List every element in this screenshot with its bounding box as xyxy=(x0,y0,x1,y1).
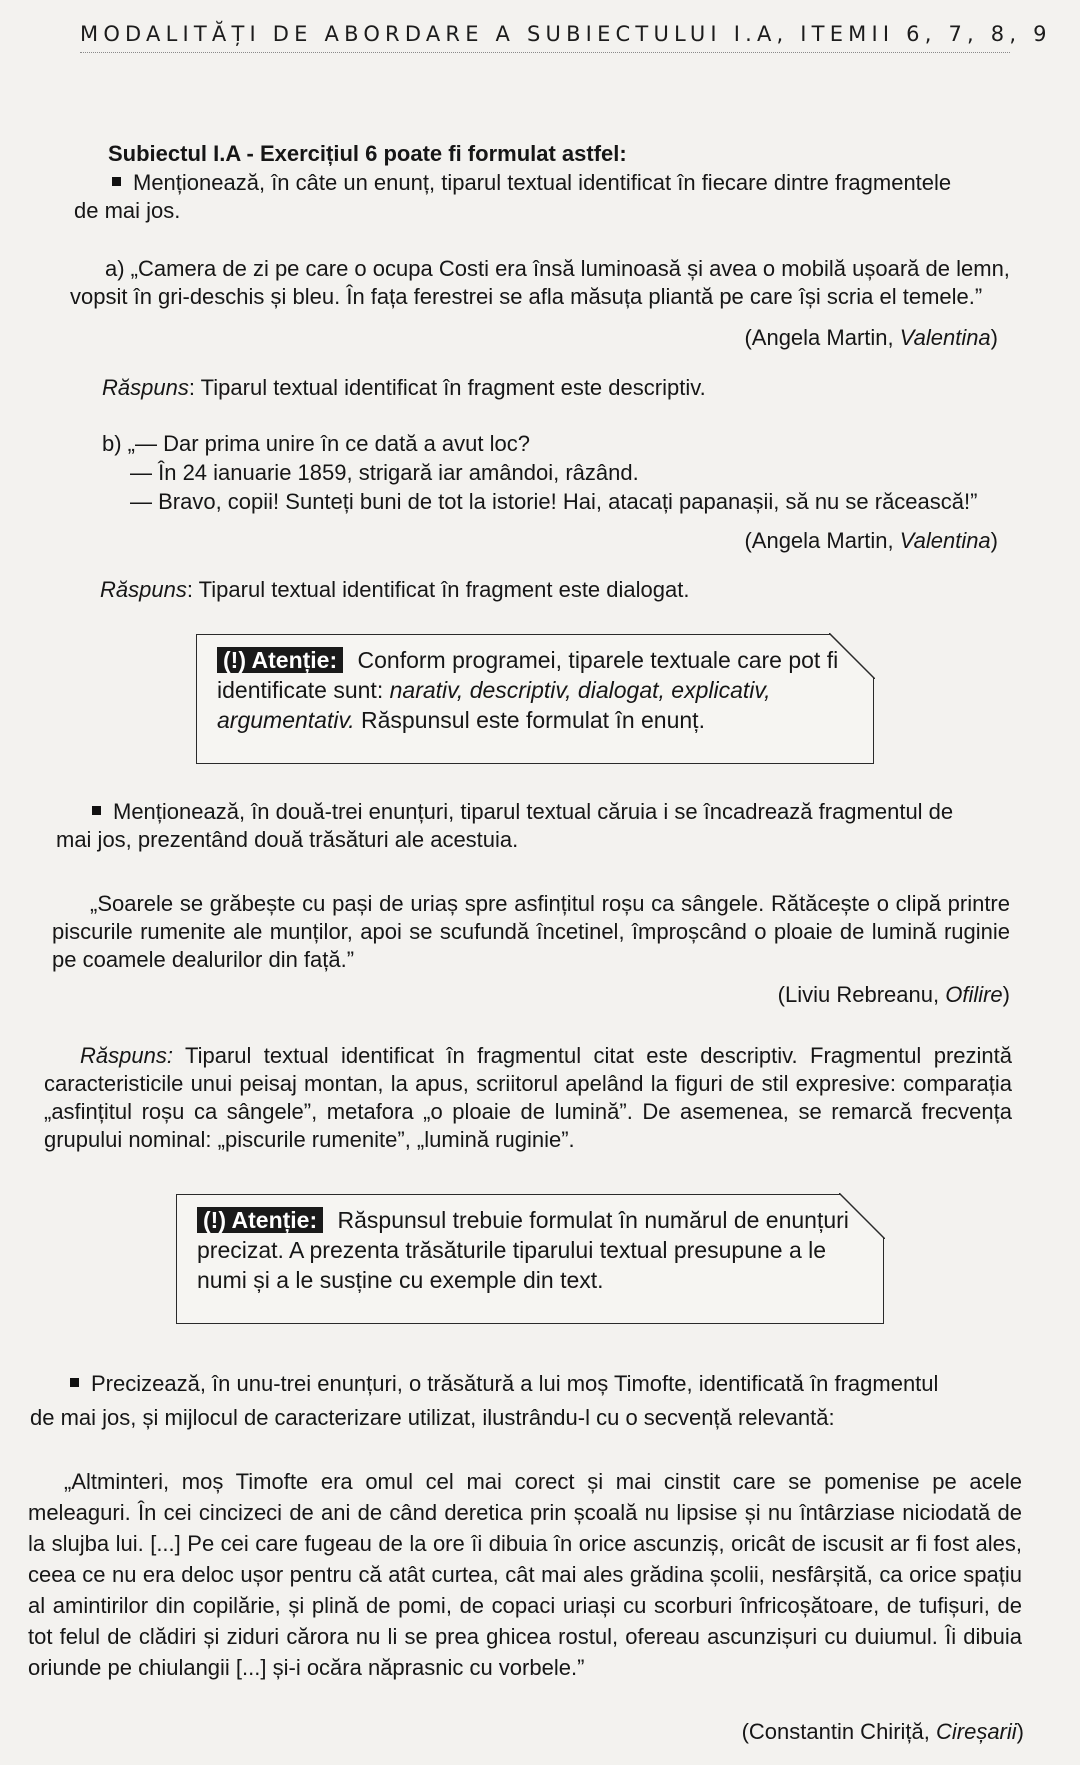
section-heading: Subiectul I.A - Exercițiul 6 poate fi formulat astfel: xyxy=(108,141,627,166)
answer-paragraph: Răspuns: Tiparul textual identificat în fragmentul citat este descriptiv. Fragmentul prezintă caracteristicile unui peisaj montan, la apus, scriitorul apelând la figuri de stil expresive: comparația „asfințitul roșu ca sângele”, metafora „o ploaie de lumină”. De asemenea, se remarcă frecvența grupului nominal: „piscurile rumenite”, „lumină ruginie”. xyxy=(44,1043,1012,1152)
folded-corner-icon xyxy=(829,633,875,679)
task-text-cont: de mai jos. xyxy=(74,198,181,223)
attention-note: (!) Atenție: Răspunsul trebuie formulat în numărul de enunțuri precizat. A prezenta trăsăturile tiparului textual presupune a le numi și a le susține cu exemple din text. xyxy=(176,1194,884,1324)
fragment-source: (Constantin Chiriță, Cireșarii) xyxy=(741,1719,1024,1744)
task-item-3: Precizează, în unu-trei enunțuri, o trăsătură a lui moș Timofte, identificată în fragmentul xyxy=(70,1370,938,1398)
running-header: MODALITĂȚI DE ABORDARE A SUBIECTULUI I.A, ITEMII 6, 7, 8, 9 xyxy=(80,22,1010,53)
folded-corner-icon xyxy=(839,1193,885,1239)
bullet-icon xyxy=(92,806,101,815)
task-item-2: Menționează, în două-trei enunțuri, tiparul textual căruia i se încadrează fragmentul de xyxy=(92,798,953,826)
fragment-a-answer: Răspuns: Tiparul textual identificat în fragment este descriptiv. xyxy=(102,375,706,400)
fragment-quote: „Soarele se grăbește cu pași de uriaș spre asfințitul roșu ca sângele. Rătăcește o clipă printre piscurile rumenite ale munților, apoi se scufundă încetinel, împroșcând o ploaie de lumină ruginie pe coamele dealurilor din față.” xyxy=(52,891,1010,972)
fragment-b-line: b) „— Dar prima unire în ce dată a avut loc? xyxy=(102,431,530,456)
fragment-b-answer: Răspuns: Tiparul textual identificat în fragment este dialogat. xyxy=(100,577,690,602)
fragment-a-source: (Angela Martin, Valentina) xyxy=(744,325,998,350)
task-text: Menționează, în câte un enunț, tiparul textual identificat în fiecare dintre fragmentele xyxy=(133,170,952,195)
fragment-b-source: (Angela Martin, Valentina) xyxy=(744,528,998,553)
task-item-1 xyxy=(112,169,951,197)
fragment-b-line: — În 24 ianuarie 1859, strigară iar amândoi, râzând. xyxy=(130,460,639,485)
fragment-quote: „Altminteri, moș Timofte era omul cel mai corect și mai cinstit care se pomenise pe acele meleaguri. În cei cincizeci de ani de când deretica prin școală nu lipsise și nu întârziase niciodată de la slujba lui. [...] Pe cei care fugeau de la ore îi dibuia în orice ascunziș, oricât de iscusit ar fi fost ales, ceea ce nu era deloc ușor pentru că atât curtea, cât mai ales grădina școlii, nesfârșită, ca orice spațiu al amintirilor din copilărie, și plină de pomi, de copaci uriași cu scorburi înfricoșătoare, de tufișuri, de tot felul de clădiri și ziduri cărora nu li se prea ghicea rostul, ofereau ascunzișuri cu duiumul. Îi dibuia oriunde pe chiulangii [...] și-i ocăra năprasnic cu vorbele.” xyxy=(28,1469,1022,1680)
fragment-source: (Liviu Rebreanu, Ofilire) xyxy=(777,982,1010,1007)
task-text-cont: de mai jos, și mijlocul de caracterizare utilizat, ilustrându-l cu o secvență relevantă: xyxy=(30,1405,835,1430)
fragment-a-line: a) „Camera de zi pe care o ocupa Costi era însă luminoasă și avea o mobilă ușoară de lemn, xyxy=(105,256,1010,281)
fragment-b-line: — Bravo, copii! Sunteți buni de tot la istorie! Hai, atacați papanașii, să nu se răcească!” xyxy=(130,489,978,514)
bullet-icon xyxy=(112,177,121,186)
attention-tag: (!) Atenție: xyxy=(217,647,343,673)
bullet-icon xyxy=(70,1378,79,1387)
task-text-cont: mai jos, prezentând două trăsături ale acestuia. xyxy=(56,827,519,852)
fragment-a-line: vopsit în gri-deschis și bleu. În fața ferestrei se afla măsuța pliantă pe care își scria el temele.” xyxy=(70,284,983,309)
attention-note: (!) Atenție: Conform programei, tiparele textuale care pot fi identificate sunt: narativ, descriptiv, dialogat, explicativ, argumentativ. Răspunsul este formulat în enunț. xyxy=(196,634,874,764)
attention-tag: (!) Atenție: xyxy=(197,1207,323,1233)
